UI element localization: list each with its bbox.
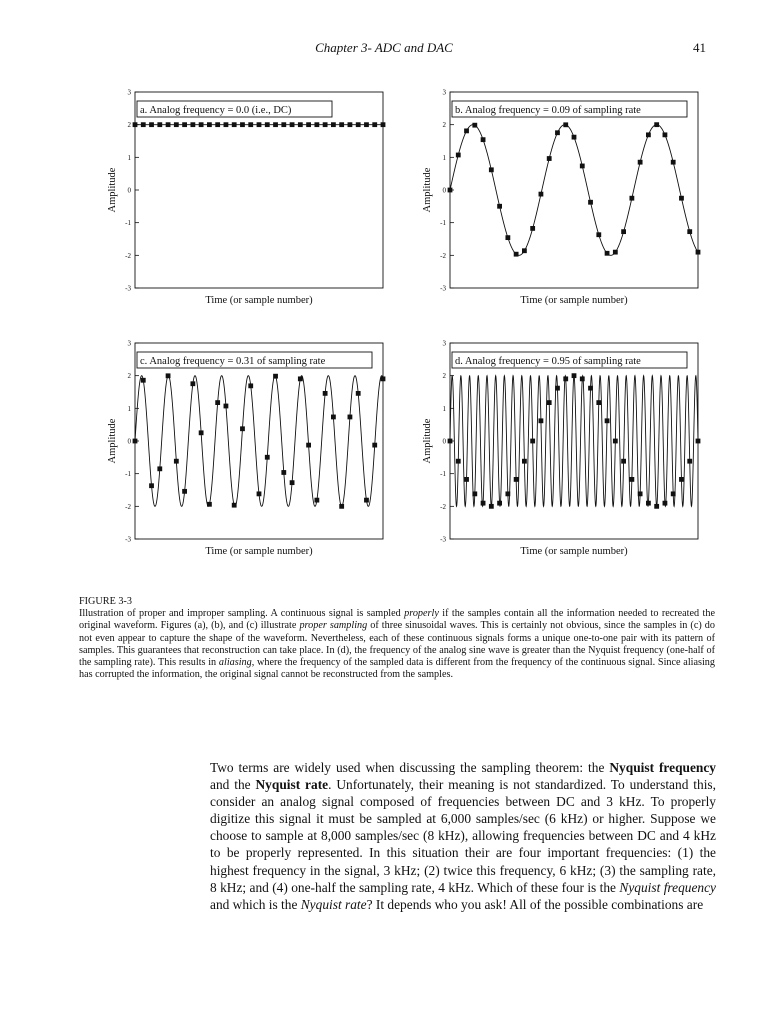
term-nyquist-frequency: Nyquist frequency — [609, 760, 717, 775]
panel-c-sample-point — [372, 443, 377, 448]
panel-b-y-tick-label: -2 — [440, 251, 446, 260]
panel-c-sample-point — [356, 391, 361, 396]
panel-d-sample-point — [580, 376, 585, 381]
figure-3-3-svg — [95, 80, 720, 560]
panel-b-sample-point — [580, 164, 585, 169]
panel-a-sample-point — [199, 122, 204, 127]
panel-a-y-tick-label: 0 — [127, 186, 131, 195]
panel-c-sample-point — [240, 426, 245, 431]
panel-b-sample-point — [621, 229, 626, 234]
panel-a-sample-point — [257, 122, 262, 127]
panel-a-sample-point — [290, 122, 295, 127]
caption-emphasis-properly: properly — [404, 608, 439, 620]
panel-c-sample-point — [199, 430, 204, 435]
panel-a-sample-point — [356, 122, 361, 127]
panel-a-sample-point — [364, 122, 369, 127]
panel-c-sample-point — [265, 455, 270, 460]
panel-b-sample-point — [522, 248, 527, 253]
panel-d-frame — [450, 343, 698, 539]
panel-c-frame — [135, 343, 383, 539]
panel-a-sample-point — [372, 122, 377, 127]
panel-c-sample-point — [314, 498, 319, 503]
term-nyquist-rate: Nyquist rate — [255, 777, 329, 793]
panel-d-sample-point — [621, 459, 626, 464]
panel-b-sample-point — [588, 200, 593, 205]
panel-b-sample-point — [456, 153, 461, 158]
panel-b-sample-point — [497, 204, 502, 209]
panel-b-y-tick-label: 0 — [442, 186, 446, 195]
panel-d-label: d. Analog frequency = 0.95 of sampling rate — [455, 356, 641, 367]
panel-b-continuous-signal — [450, 125, 698, 256]
panel-a-y-tick-label: -1 — [125, 219, 131, 228]
panel-b-sample-point — [563, 122, 568, 127]
panel-b-y-tick-label: -1 — [440, 219, 446, 228]
panel-d-sample-point — [472, 491, 477, 496]
panel-c-sample-point — [166, 373, 171, 378]
panel-c-sample-point — [224, 404, 229, 409]
panel-b-sample-point — [646, 132, 651, 137]
chapter-title: Chapter 3- ADC and DAC — [315, 40, 453, 55]
panel-b-sample-point — [547, 156, 552, 161]
panel-d-sample-point — [572, 373, 577, 378]
panel-b-sample-point — [555, 130, 560, 135]
panel-a-sample-point — [323, 122, 328, 127]
panel-a-x-axis-label: Time (or sample number) — [205, 295, 313, 306]
panel-b-sample-point — [613, 250, 618, 255]
panel-a-sample-point — [232, 122, 237, 127]
page-header — [0, 40, 768, 60]
panel-c-sample-point — [232, 503, 237, 508]
panel-c-sample-point — [257, 491, 262, 496]
panel-a-sample-point — [166, 122, 171, 127]
panel-b-sample-point — [489, 167, 494, 172]
panel-a-sample-point — [215, 122, 220, 127]
panel-b-sample-point — [539, 192, 544, 197]
panel-d-continuous-signal — [450, 376, 698, 507]
panel-c-sample-point — [174, 459, 179, 464]
panel-b-sample-point — [605, 251, 610, 256]
panel-a-sample-point — [339, 122, 344, 127]
panel-d-y-tick-label: 2 — [442, 372, 446, 381]
panel-a-y-axis-label: Amplitude — [107, 167, 118, 213]
figure-caption — [79, 596, 715, 681]
panel-a-y-tick-label: 1 — [127, 153, 131, 162]
panel-d-sample-point — [563, 376, 568, 381]
panel-b-label: b. Analog frequency = 0.09 of sampling rate — [455, 105, 641, 116]
panel-d-sample-point — [638, 491, 643, 496]
panel-c-y-tick-label: 2 — [127, 372, 131, 381]
panel-a-sample-point — [248, 122, 253, 127]
italic-nyquist-rate: Nyquist rate — [300, 896, 367, 912]
panel-d-sample-point — [613, 439, 618, 444]
body-paragraph — [210, 759, 716, 913]
panel-b-sample-point — [472, 123, 477, 128]
panel-c-sample-point — [290, 480, 295, 485]
panel-a-sample-point — [182, 122, 187, 127]
figure-label: FIGURE 3-3 — [79, 596, 132, 607]
panel-c-sample-point — [207, 502, 212, 507]
body-text-2: and the — [210, 777, 256, 793]
panel-d-y-tick-label: 0 — [442, 437, 446, 446]
panel-c-sample-point — [182, 489, 187, 494]
panel-c-sample-point — [133, 439, 138, 444]
panel-c-sample-point — [215, 400, 220, 405]
italic-nyquist-frequency: Nyquist frequency — [619, 879, 716, 895]
page-number: 41 — [693, 40, 706, 55]
panel-d-sample-point — [687, 459, 692, 464]
caption-text-2: if the samples contain all the information needed to recreated the original waveform. Figures (a), (b), and (c) illustrate — [79, 608, 715, 632]
panel-d-sample-point — [539, 418, 544, 423]
panel-b-sample-point — [679, 196, 684, 201]
panel-a-sample-point — [157, 122, 162, 127]
panel-d-y-tick-label: -2 — [440, 502, 446, 511]
caption-text-3: of three sinusoidal waves. This is certainly not obvious, since the samples in (c) do not even appear to capture the shape of the waveform. Nevertheless, each of these continuous signals forms a unique one-to-one pair with its pattern of samples. This guarantees that reconstruction can take place. In (d), the frequency of the analog sine wave is greater than the Nyquist frequency (one-half of the sampling rate). This results in — [79, 620, 715, 669]
panel-d-sample-point — [497, 501, 502, 506]
panel-d-y-tick-label: -3 — [440, 535, 446, 544]
panel-b-y-tick-label: 1 — [442, 153, 446, 162]
panel-d-sample-point — [654, 504, 659, 509]
panel-a-sample-point — [306, 122, 311, 127]
panel-b-sample-point — [638, 160, 643, 165]
panel-c-sample-point — [381, 376, 386, 381]
panel-a-y-tick-label: -3 — [125, 284, 131, 293]
panel-c-sample-point — [339, 504, 344, 509]
panel-b-sample-point — [572, 135, 577, 140]
panel-d-sample-point — [663, 501, 668, 506]
panel-b-sample-point — [448, 188, 453, 193]
panel-a-sample-point — [298, 122, 303, 127]
panel-b-sample-point — [696, 250, 701, 255]
panel-c-sample-point — [141, 378, 146, 383]
panel-a-sample-point — [331, 122, 336, 127]
panel-d-sample-point — [514, 477, 519, 482]
panel-c-sample-point — [323, 391, 328, 396]
panel-a-y-tick-label: 2 — [127, 121, 131, 130]
panel-c-y-tick-label: -1 — [125, 470, 131, 479]
panel-a-sample-point — [273, 122, 278, 127]
panel-a-frame — [135, 92, 383, 288]
panel-b-sample-point — [505, 235, 510, 240]
panel-a-sample-point — [190, 122, 195, 127]
panel-b-y-axis-label: Amplitude — [422, 167, 433, 213]
panel-d-sample-point — [605, 418, 610, 423]
panel-c-y-axis-label: Amplitude — [107, 418, 118, 464]
panel-c-sample-point — [273, 374, 278, 379]
panel-c-sample-point — [298, 376, 303, 381]
panel-c-y-tick-label: 1 — [127, 404, 131, 413]
caption-emphasis-aliasing: aliasing — [218, 657, 252, 669]
panel-b-y-tick-label: -3 — [440, 284, 446, 293]
panel-d-y-tick-label: -1 — [440, 470, 446, 479]
panel-c-sample-point — [190, 381, 195, 386]
panel-c-sample-point — [248, 383, 253, 388]
body-text-3: . Unfortunately, their meaning is not standardized. To understand this, consider an analog signal composed of frequencies between DC and 3 kHz. To properly digitize this signal it must be sampled at 6,000 samples/sec (6 kHz) or higher. Suppose we choose to sample at 8,000 samples/sec (8 kHz), allowing frequencies between DC and 4 kHz to be properly represented. In this situation their are four important frequencies: (1) the highest frequency in the signal, 3 kHz; (2) twice this frequency, 6 kHz; (3) the sampling rate, 8 kHz; and (4) one-half the sampling rate, 4 kHz. Which of these four is the — [210, 777, 716, 895]
panel-b-sample-point — [464, 128, 469, 133]
panel-d-sample-point — [671, 491, 676, 496]
panel-c-sample-point — [157, 466, 162, 471]
panel-a-sample-point — [141, 122, 146, 127]
panel-a-sample-point — [207, 122, 212, 127]
panel-b-x-axis-label: Time (or sample number) — [520, 295, 628, 306]
panel-c-x-axis-label: Time (or sample number) — [205, 546, 313, 557]
panel-a-y-tick-label: 3 — [127, 88, 131, 97]
panel-a-sample-point — [224, 122, 229, 127]
caption-text-1: Illustration of proper and improper sampling. A continuous signal is sampled — [79, 608, 405, 620]
panel-a-sample-point — [281, 122, 286, 127]
panel-b-sample-point — [514, 252, 519, 257]
panel-b-sample-point — [687, 229, 692, 234]
panel-d-y-tick-label: 3 — [442, 339, 446, 348]
panel-a-sample-point — [265, 122, 270, 127]
panel-c-sample-point — [348, 415, 353, 420]
panel-a-sample-point — [381, 122, 386, 127]
panel-d-sample-point — [448, 439, 453, 444]
panel-a-sample-point — [348, 122, 353, 127]
panel-d-sample-point — [522, 459, 527, 464]
panel-c-y-tick-label: -3 — [125, 535, 131, 544]
panel-d-sample-point — [629, 477, 634, 482]
panel-d-sample-point — [696, 439, 701, 444]
panel-b-sample-point — [654, 122, 659, 127]
panel-a-sample-point — [240, 122, 245, 127]
panel-d-sample-point — [555, 386, 560, 391]
panel-a-sample-point — [314, 122, 319, 127]
panel-b-sample-point — [596, 232, 601, 237]
body-text-1: Two terms are widely used when discussing the sampling theorem: the — [210, 760, 610, 775]
panel-d-sample-point — [481, 501, 486, 506]
body-text-5: ? It depends who you ask! All of the possible combinations are — [366, 896, 704, 912]
panel-c-sample-point — [306, 443, 311, 448]
panel-d-sample-point — [646, 501, 651, 506]
panel-b-frame — [450, 92, 698, 288]
panel-d-sample-point — [679, 477, 684, 482]
panel-b-y-tick-label: 2 — [442, 121, 446, 130]
panel-b-sample-point — [530, 226, 535, 231]
panel-d-x-axis-label: Time (or sample number) — [520, 546, 628, 557]
panel-d-sample-point — [456, 459, 461, 464]
panel-c-continuous-signal — [135, 376, 383, 507]
panel-c-y-tick-label: -2 — [125, 502, 131, 511]
panel-c-y-tick-label: 3 — [127, 339, 131, 348]
caption-emphasis-proper-sampling: proper sampling — [299, 620, 368, 632]
panel-c-y-tick-label: 0 — [127, 437, 131, 446]
panel-a-label: a. Analog frequency = 0.0 (i.e., DC) — [140, 105, 292, 116]
panel-b-sample-point — [663, 132, 668, 137]
caption-text-4: , where the frequency of the sampled data is different from the frequency of the continuous signal. Since aliasing has corrupted the information, the original signal cannot be reconstructed from the samples. — [79, 657, 715, 681]
panel-d-sample-point — [464, 477, 469, 482]
panel-d-sample-point — [547, 400, 552, 405]
panel-d-sample-point — [530, 439, 535, 444]
panel-d-sample-point — [505, 491, 510, 496]
panel-d-y-tick-label: 1 — [442, 404, 446, 413]
panel-c-sample-point — [149, 483, 154, 488]
panel-d-sample-point — [596, 400, 601, 405]
panel-c-sample-point — [364, 498, 369, 503]
panel-a-sample-point — [133, 122, 138, 127]
panel-a-sample-point — [149, 122, 154, 127]
panel-b-sample-point — [481, 137, 486, 142]
panel-b-sample-point — [671, 160, 676, 165]
panel-c-sample-point — [281, 470, 286, 475]
panel-b-sample-point — [629, 196, 634, 201]
panel-d-sample-point — [489, 504, 494, 509]
panel-b-y-tick-label: 3 — [442, 88, 446, 97]
figure-3-3-plots — [95, 80, 720, 560]
body-text-4: and which is the — [210, 896, 301, 912]
panel-d-y-axis-label: Amplitude — [422, 418, 433, 464]
panel-c-sample-point — [331, 415, 336, 420]
panel-d-sample-point — [588, 386, 593, 391]
panel-c-label: c. Analog frequency = 0.31 of sampling rate — [140, 356, 326, 367]
panel-a-sample-point — [174, 122, 179, 127]
panel-a-y-tick-label: -2 — [125, 251, 131, 260]
